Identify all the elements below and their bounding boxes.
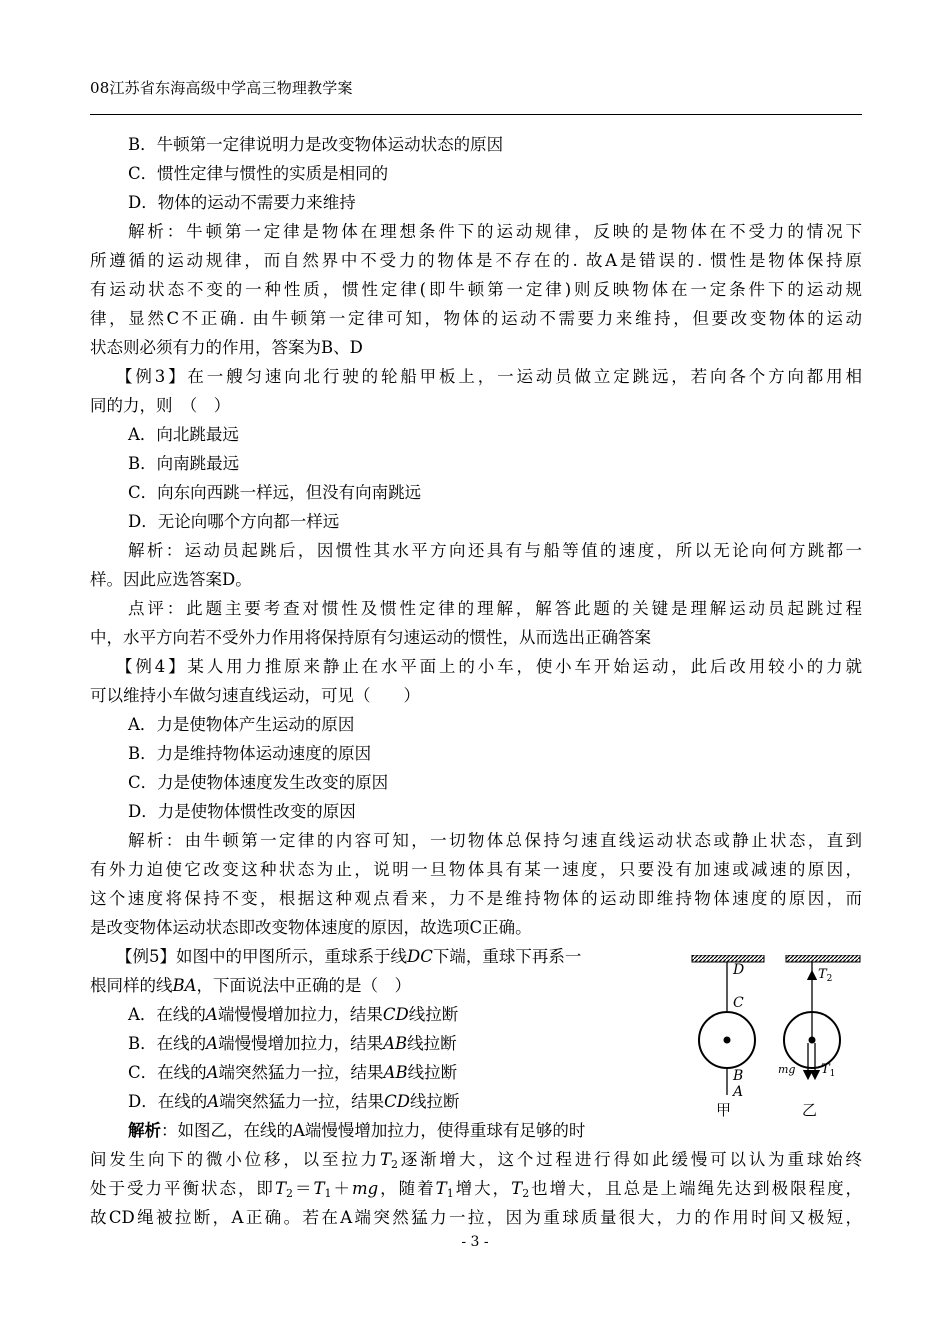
analysis-line [90, 1174, 862, 1203]
subscript: 2 [391, 1158, 399, 1171]
option-text: A．在线的 [128, 1005, 206, 1024]
analysis-line: 解析：由牛顿第一定律的内容可知，一切物体总保持匀速直线运动状态或静止状态，直到 [128, 831, 862, 850]
label-c: C [733, 995, 744, 1011]
analysis-line: 样。因此应选答案D。 [90, 570, 252, 589]
label-mg: mg [778, 1063, 796, 1076]
option-text: 端突然猛力一拉，结果 [219, 1092, 385, 1111]
option-text: 端突然猛力一拉，结果 [218, 1063, 384, 1082]
option-c: C．惯性定律与惯性的实质是相同的 [128, 164, 389, 183]
analysis-text: ＝ [292, 1179, 314, 1198]
tension-symbol: T [511, 1179, 523, 1198]
point-label: A [206, 1063, 219, 1082]
left-ceiling [692, 955, 764, 962]
option-d: D．物体的运动不需要力来维持 [128, 193, 356, 212]
analysis-text: ＋ [331, 1179, 352, 1198]
analysis-line: 有外力迫使它改变这种状态为止，说明一旦物体具有某一速度，只要没有加速或减速的原因， [90, 860, 862, 879]
analysis-text: 处于受力平衡状态，即 [90, 1179, 275, 1198]
option-text: 线拉断 [410, 1092, 460, 1111]
pendulum-figure [690, 955, 862, 1120]
label-a: A [733, 1084, 744, 1100]
analysis-text: ：如图乙，在线的A端慢慢增加拉力，使得重球有足够的时 [161, 1121, 586, 1140]
caption-left: 甲 [716, 1101, 732, 1119]
option-text: 端慢慢增加拉力，结果 [218, 1034, 384, 1053]
stem-text: ，下面说法中正确的是（ ） [196, 976, 412, 995]
subscript: 2 [285, 1187, 293, 1200]
label-t1: $T_1$ [821, 1062, 836, 1079]
example-3-stem: 【例3】在一艘匀速向北行驶的轮船甲板上，一运动员做立定跳远，若向各个方向都用相 [116, 367, 862, 386]
tension-symbol: T [274, 1179, 286, 1198]
label-t2: $T_2$ [818, 967, 833, 984]
option-text: 线拉断 [408, 1005, 459, 1024]
page-header: 08江苏省东海高级中学高三物理教学案 [90, 79, 353, 97]
stem-text: 【例5】如图中的甲图所示，重球系于线 [116, 947, 407, 966]
analysis-line [90, 1145, 862, 1174]
example-4-stem: 【例4】某人用力推原来静止在水平面上的小车，使小车开始运动，此后改用较小的力就 [116, 657, 862, 676]
tension-symbol: T [313, 1179, 325, 1198]
example-3-stem: 同的力，则 （ ） [90, 396, 231, 415]
analysis-line: 故CD绳被拉断，A正确。若在A端突然猛力一拉，因为重球质量很大，力的作用时间又极短， [90, 1208, 862, 1227]
line-label: AB [383, 1063, 408, 1082]
subscript: 1 [324, 1187, 332, 1200]
option-d: D．力是使物体惯性改变的原因 [128, 802, 356, 821]
point-label: A [205, 1005, 218, 1024]
example-4-stem: 可以维持小车做匀速直线运动，可见（ ） [90, 686, 420, 705]
label-b: B [733, 1068, 744, 1084]
option-c: C．向东向西跳一样远，但没有向南跳远 [128, 483, 422, 502]
option-d: D．无论向哪个方向都一样远 [128, 512, 340, 531]
option-text: B．在线的 [128, 1034, 207, 1053]
label-d: D [733, 962, 745, 978]
option-a: A．向北跳最远 [128, 425, 239, 444]
analysis-line: 解析：运动员起跳后，因惯性其水平方向还具有与船等值的速度，所以无论向何方跳都一 [128, 541, 862, 560]
comment-line: 点评：此题主要考查对惯性及惯性定律的理解，解答此题的关键是理解运动员起跳过程 [128, 599, 862, 618]
analysis-text: 增大， [453, 1179, 512, 1198]
line-label: DC [407, 947, 433, 966]
option-a: A．力是使物体产生运动的原因 [128, 715, 355, 734]
tension-symbol: T [435, 1179, 447, 1198]
header-rule [90, 114, 862, 115]
option-b: B．力是维持物体运动速度的原因 [128, 744, 372, 763]
analysis-text: 也增大，且总是上端绳先达到极限程度， [529, 1179, 863, 1198]
analysis-text: 间发生向下的微小位移，以至拉力 [90, 1150, 380, 1169]
analysis-line: 这个速度将保持不变，根据这种观点看来，力不是维持物体的运动即维持物体速度的原因，而 [90, 889, 862, 908]
line-label: BA [172, 976, 197, 995]
subscript: 1 [446, 1187, 454, 1200]
tension-symbol: T [380, 1150, 392, 1169]
analysis-text: 逐渐增大，这个过程进行得如此缓慢可以认为重球始终 [398, 1150, 863, 1169]
figure-svg [690, 955, 862, 1120]
option-b: B．向南跳最远 [128, 454, 240, 473]
option-text: D．在线的 [128, 1092, 208, 1111]
point-label: A [206, 1034, 219, 1053]
stem-text: 根同样的线 [90, 976, 173, 995]
option-text: 线拉断 [407, 1034, 457, 1053]
caption-right: 乙 [802, 1101, 818, 1119]
line-label: AB [383, 1034, 408, 1053]
analysis-line [90, 1116, 862, 1145]
subscript: 2 [522, 1187, 530, 1200]
line-label: CD [382, 1005, 409, 1024]
weight-symbol: mg [351, 1179, 379, 1198]
option-c: C．力是使物体速度发生改变的原因 [128, 773, 389, 792]
left-ball-center [724, 1037, 731, 1044]
option-text: 端慢慢增加拉力，结果 [217, 1005, 383, 1024]
analysis-line: 有运动状态不变的一种性质，惯性定律(即牛顿第一定律)则反映物体在一定条件下的运动规 [90, 280, 862, 299]
option-b: B．牛顿第一定律说明力是改变物体运动状态的原因 [128, 135, 504, 154]
line-label: CD [384, 1092, 411, 1111]
analysis-label: 解析 [128, 1121, 161, 1140]
comment-line: 中，水平方向若不受外力作用将保持原有匀速运动的惯性，从而选出正确答案 [90, 628, 651, 647]
right-ceiling [786, 955, 860, 962]
analysis-line: 所遵循的运动规律，而自然界中不受力的物体是不存在的. 故A是错误的. 惯性是物体保持原 [90, 251, 862, 270]
page-number: - 3 - [461, 1234, 489, 1250]
option-text: 线拉断 [407, 1063, 458, 1082]
analysis-line: 状态则必须有力的作用，答案为B、D [90, 338, 363, 357]
option-text: C．在线的 [128, 1063, 207, 1082]
analysis-text: ，随着 [378, 1179, 436, 1198]
analysis-line: 律，显然C不正确. 由牛顿第一定律可知，物体的运动不需要力来维持，但要改变物体的运动 [90, 309, 862, 328]
analysis-line: 是改变物体运动状态即改变物体速度的原因，故选项C正确。 [90, 918, 532, 937]
point-label: A [207, 1092, 220, 1111]
stem-text: 下端，重球下再系一 [432, 947, 582, 966]
analysis-line: 解析：牛顿第一定律是物体在理想条件下的运动规律，反映的是物体在不受力的情况下 [128, 222, 862, 241]
